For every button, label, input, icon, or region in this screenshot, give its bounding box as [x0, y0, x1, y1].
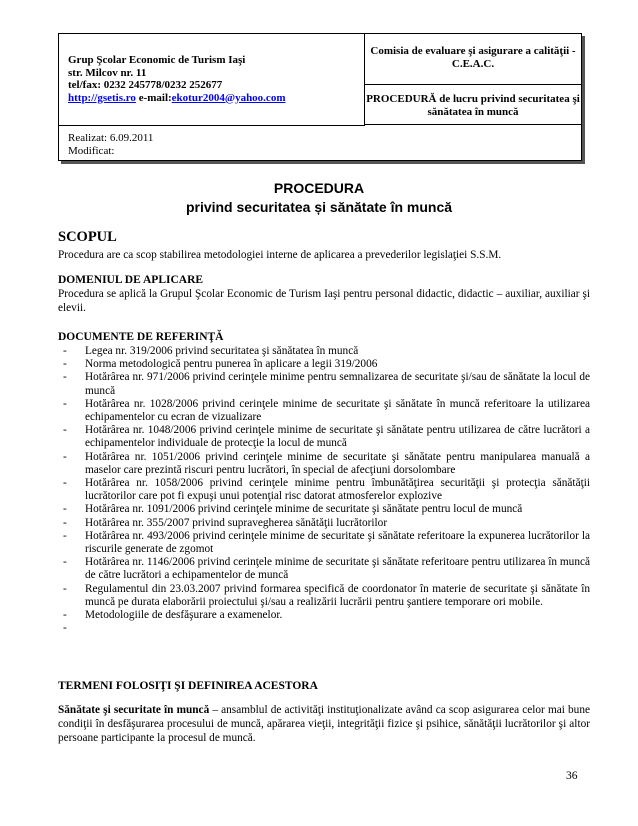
documente-heading: DOCUMENTE DE REFERINŢĂ — [58, 331, 224, 343]
list-item: - Hotărârea nr. 1048/2006 privind cerinţele minime de securitate şi sănătate pentru utilizarea de către lucrători a echipamentelor individuale de protecţie la locul de muncă — [63, 424, 590, 450]
commission-cell: Comisia de evaluare şi asigurare a calităţii - C.E.A.C. — [365, 34, 581, 85]
list-item: - Regulamentul din 23.03.2007 privind formarea specifică de coordonator în materie de securitate şi sănătate în muncă pe durata elaborării proiectului şi/sau a realizării lucrării pentru şantiere temporare ori mobile. — [63, 582, 590, 608]
school-address: str. Milcov nr. 11 — [68, 66, 147, 79]
doc-title-line2: privind securitatea și sănătate în muncă — [185, 199, 453, 215]
procedure-cell: PROCEDURĂ de lucru privind securitatea şi sănătatea în muncă — [365, 86, 581, 125]
list-item: - Hotărârea nr. 355/2007 privind supravegherea sănătăţii lucrătorilor — [63, 516, 388, 529]
termeni-heading: TERMENI FOLOSIŢI ŞI DEFINIREA ACESTORA — [58, 680, 318, 692]
realized-date: Realizat: 6.09.2011 — [68, 132, 154, 144]
list-item: - Hotărârea nr. 1028/2006 privind cerinţele minime de securitate şi sănătate în muncă referitoare la utilizarea echipamentelor cu ecran de vizualizare — [63, 397, 590, 424]
list-item: - Metodologiile de desfăşurare a examenelor. — [63, 609, 283, 622]
term-definition: – ansamblul de activităţi instituţionalizate având ca scop asigurarea celor mai bune condiţii în desfăşurarea procesului de muncă, apărarea vieţii, integrităţii fizice şi psihice, sănătăţii lucrătorilor şi altor persoane participante la procesul de muncă. — [58, 704, 590, 744]
page-number: 36 — [566, 770, 578, 782]
school-info — [59, 34, 365, 126]
reference-list — [58, 345, 590, 635]
list-item: - Legea nr. 319/2006 privind securitatea şi sănătatea în muncă — [63, 345, 359, 357]
email-link[interactable]: ekotur2004@yahoo.com — [171, 91, 286, 104]
domeniu-text: Procedura se aplică la Grupul Şcolar Economic de Turism Iaşi pentru personal didactic, didactic – auxiliar, auxiliar şi elevii. — [58, 288, 590, 314]
list-item: - Hotărârea nr. 1058/2006 privind cerinţele minime pentru îmbunătăţirea securităţii şi protecţia sănătăţii lucrătorilor care pot fi expuşi unui potenţial risc datorat atmosferelor explozive — [63, 477, 590, 503]
list-item: - — [63, 622, 67, 635]
termeni-text — [58, 703, 590, 745]
school-phone: tel/fax: 0232 245778/0232 252677 — [68, 79, 223, 91]
list-item: - Norma metodologică pentru punerea în aplicare a legii 319/2006 — [63, 358, 378, 371]
domeniu-heading: DOMENIUL DE APLICARE — [58, 274, 204, 286]
header-box — [58, 33, 582, 161]
list-item: - Hotărârea nr. 971/2006 privind cerinţele minime pentru semnalizarea de securitate şi/sau de sănătate la locul de muncă — [63, 371, 590, 397]
website-link[interactable]: http://gsetis.ro — [68, 91, 136, 104]
doc-title-line1: PROCEDURA — [273, 180, 365, 196]
list-item: - Hotărârea nr. 1146/2006 privind cerinţele minime de securitate şi sănătate referitoare pentru utilizarea în muncă de către lucrători a echipamentelor de muncă — [63, 556, 590, 582]
school-name: Grup Şcolar Economic de Turism Iaşi — [68, 54, 246, 66]
email-label: e-mail: — [138, 91, 172, 104]
list-item: - Hotărârea nr. 493/2006 privind cerinţele minime de securitate şi sănătate referitoare la expunerea lucrătorilor la riscurile generate de zgomot — [63, 529, 590, 556]
scop-text: Procedura are ca scop stabilirea metodologiei interne de aplicarea a prevederilor legislaţiei S.S.M. — [58, 249, 502, 261]
list-item: - Hotărârea nr. 1091/2006 privind cerinţele minime de securitate şi sănătate pentru locul de muncă — [63, 503, 523, 516]
revision-info — [68, 132, 153, 158]
term-name: Sănătate şi securitate în muncă — [58, 704, 210, 716]
modified-date: Modificat: — [68, 145, 115, 157]
scop-heading: SCOPUL — [58, 229, 117, 245]
list-item: - Hotărârea nr. 1051/2006 privind cerinţele minime de securitate şi sănătate pentru manipularea manuală a maselor care prezintă riscuri pentru lucrători, în special de afecţiuni dorsolombare — [63, 450, 590, 476]
